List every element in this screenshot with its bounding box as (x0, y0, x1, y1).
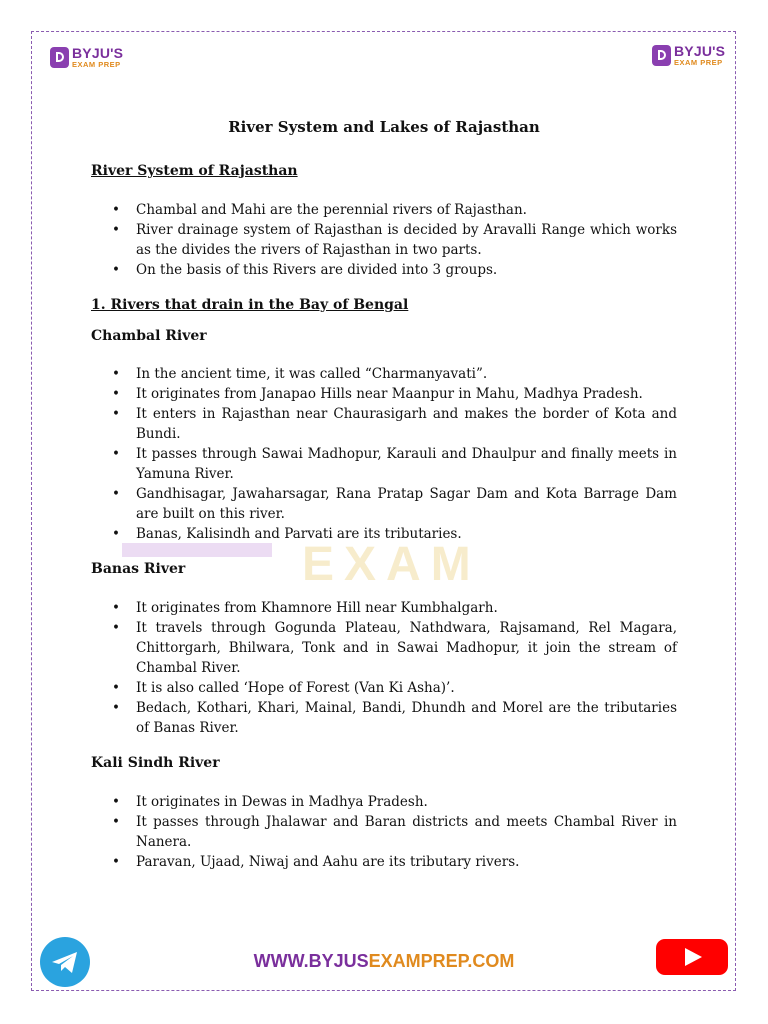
watermark (122, 537, 662, 587)
list-item: • It passes through Jhalawar and Baran districts and meets Chambal River in Nanera. (112, 812, 677, 852)
watermark-text: EXAM (302, 538, 481, 587)
byjus-logo-icon (50, 47, 69, 68)
list-item: • Gandhisagar, Jawaharsagar, Rana Pratap Sagar Dam and Kota Barrage Dam are built on this river. (112, 484, 677, 524)
youtube-icon[interactable] (656, 939, 728, 975)
brand-logo-right (652, 44, 725, 67)
list-item: • In the ancient time, it was called “Charmanyavati”. (112, 364, 677, 384)
url-part-2: EXAMPREP.COM (368, 951, 515, 971)
list-item: • It is also called ‘Hope of Forest (Van Ki Asha)’. (112, 678, 677, 698)
heading-kali-sindh-river: Kali Sindh River (91, 755, 220, 771)
page-title: River System and Lakes of Rajasthan (228, 118, 540, 136)
list-item: • It enters in Rajasthan near Chaurasigarh and makes the border of Kota and Bundi. (112, 404, 677, 444)
list-item: • It passes through Sawai Madhopur, Karauli and Dhaulpur and finally meets in Yamuna River. (112, 444, 677, 484)
list-item: • It travels through Gogunda Plateau, Nathdwara, Rajsamand, Rel Magara, Chittorgarh, Bhilwara, Tonk and in Sawai Madhopur, it join the stream of Chambal River. (112, 618, 677, 678)
byjus-logo-icon (652, 45, 671, 66)
list-item: • River drainage system of Rajasthan is decided by Aravalli Range which works as the divides the rivers of Rajasthan in two parts. (112, 220, 677, 260)
heading-banas-river: Banas River (91, 561, 186, 577)
chambal-list (112, 364, 677, 544)
list-item: • Bedach, Kothari, Khari, Mainal, Bandi, Dhundh and Morel are the tributaries of Banas River. (112, 698, 677, 738)
section-heading-river-system: River System of Rajasthan (91, 163, 298, 179)
list-item: • Paravan, Ujaad, Niwaj and Aahu are its tributary rivers. (112, 852, 677, 872)
brand-sub: EXAM PREP (72, 60, 121, 69)
url-part-1: WWW.BYJUS (253, 951, 369, 971)
list-item: • On the basis of this Rivers are divided into 3 groups. (112, 260, 677, 280)
banas-list (112, 598, 677, 738)
brand-name: BYJU'S (674, 43, 726, 59)
list-item: • It originates in Dewas in Madhya Pradesh. (112, 792, 677, 812)
section-heading-bay-of-bengal: 1. Rivers that drain in the Bay of Bengal (91, 297, 409, 313)
brand-sub: EXAM PREP (674, 58, 723, 67)
website-url[interactable] (0, 951, 768, 972)
list-item: • Banas, Kalisindh and Parvati are its tributaries. (112, 524, 677, 544)
list-item: • Chambal and Mahi are the perennial rivers of Rajasthan. (112, 200, 677, 220)
river-system-list (112, 200, 677, 280)
brand-logo-left (50, 46, 123, 69)
brand-name: BYJU'S (72, 45, 124, 61)
heading-chambal-river: Chambal River (91, 328, 207, 344)
list-item: • It originates from Khamnore Hill near Kumbhalgarh. (112, 598, 677, 618)
list-item: • It originates from Janapao Hills near Maanpur in Mahu, Madhya Pradesh. (112, 384, 677, 404)
kali-sindh-list (112, 792, 677, 872)
watermark-logo-bar (122, 543, 272, 557)
